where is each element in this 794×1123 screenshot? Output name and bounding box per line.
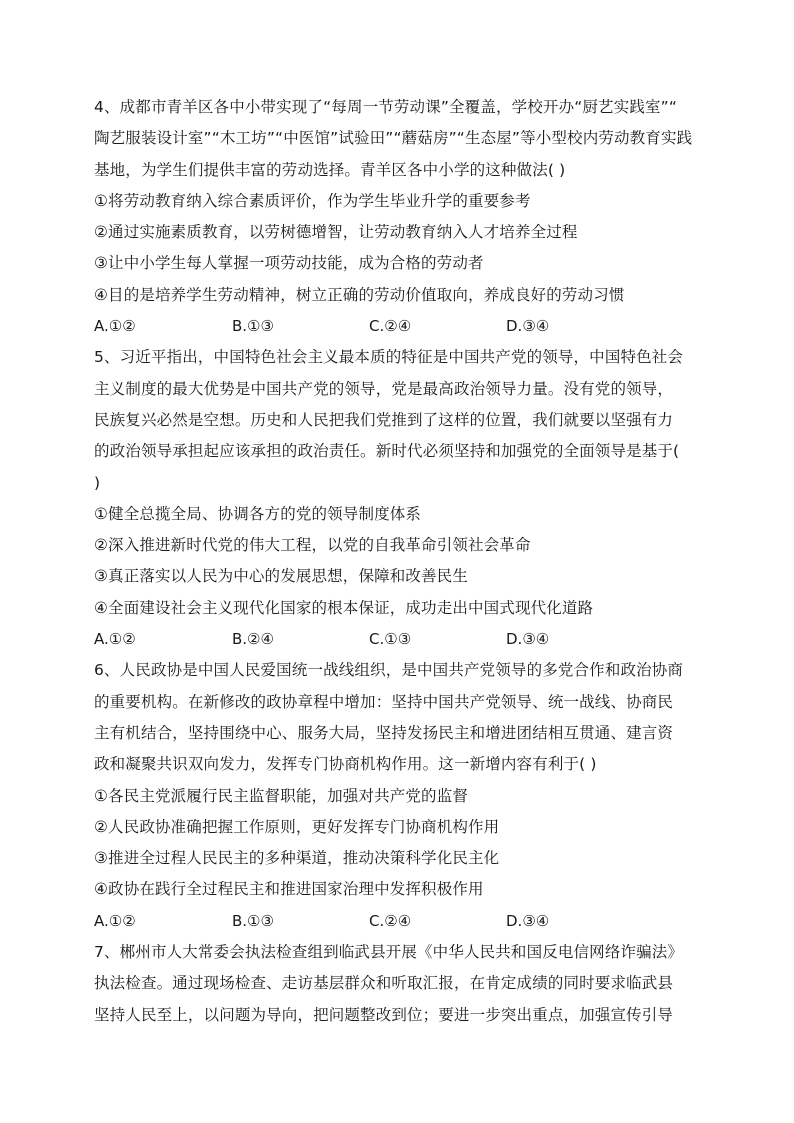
statement-item: ②人民政协准确把握工作原则，更好发挥专门协商机构作用 xyxy=(94,817,500,836)
statement-item: ②通过实施素质教育，以劳树德增智，让劳动教育纳入人才培养全过程 xyxy=(94,223,578,242)
question-stem-line: 陶艺服装设计室”“木工坊”“中医馆”试验田”“蘑菇房”“生态屋”等小型校内劳动教育实践 xyxy=(94,129,693,148)
question-5 xyxy=(94,342,704,655)
statement-item: ③推进全过程人民民主的多种渠道，推动决策科学化民主化 xyxy=(94,849,500,868)
option-a: A.①② xyxy=(94,317,136,336)
option-b: B.①③ xyxy=(232,911,274,930)
option-c: C.①③ xyxy=(369,630,412,649)
statement-item: ①将劳动教育纳入综合素质评价，作为学生毕业升学的重要参考 xyxy=(94,191,531,210)
document-page xyxy=(94,92,704,1031)
question-stem-line: 4、成都市青羊区各中小带实现了“每周一节劳动课”全覆盖，学校开办“厨艺实践室”“ xyxy=(94,98,678,116)
question-stem-line: 6、人民政协是中国人民爱国统一战线组织，是中国共产党领导的多党合作和政治协商 xyxy=(94,661,684,680)
statement-item: ①各民主党派履行民主监督职能，加强对共产党的监督 xyxy=(94,786,468,805)
answer-options xyxy=(94,906,704,937)
statement-item: ④目的是培养学生劳动精神，树立正确的劳动价值取向，养成良好的劳动习惯 xyxy=(94,285,625,304)
option-c: C.②④ xyxy=(369,317,412,336)
question-stem-line: 执法检查。通过现场检查、走访基层群众和听取汇报，在肯定成绩的同时要求临武县 xyxy=(94,974,674,993)
option-b: B.①③ xyxy=(232,317,274,336)
statement-item: ③让中小学生每人掌握一项劳动技能，成为合格的劳动者 xyxy=(94,254,484,273)
question-stem-line: 的政治领导承担起应该承担的政治责任。新时代必须坚持和加强党的全面领导是基于( xyxy=(94,442,680,461)
option-b: B.②④ xyxy=(232,630,274,649)
question-stem-line: 主义制度的最大优势是中国共产党的领导，党是最高政治领导力量。没有党的领导， xyxy=(94,379,674,398)
question-stem-line: 基地，为学生们提供丰富的劳动选择。青羊区各中小学的这种做法( ) xyxy=(94,160,566,179)
statement-item: ②深入推进新时代党的伟大工程，以党的自我革命引领社会革命 xyxy=(94,536,531,555)
question-4 xyxy=(94,92,704,342)
statement-item: ④政协在践行全过程民主和推进国家治理中发挥积极作用 xyxy=(94,880,484,899)
question-6 xyxy=(94,655,704,937)
option-d: D.③④ xyxy=(506,317,550,336)
option-a: A.①② xyxy=(94,911,136,930)
answer-options xyxy=(94,311,704,342)
question-stem-line: 坚持人民至上，以问题为导向，把问题整改到位；要进一步突出重点，加强宣传引导 xyxy=(94,1005,674,1024)
option-d: D.③④ xyxy=(506,911,550,930)
question-stem-line: 5、习近平指出，中国特色社会主义最本质的特征是中国共产党的领导，中国特色社会 xyxy=(94,348,684,367)
question-7 xyxy=(94,937,704,1031)
statement-item: ③真正落实以人民为中心的发展思想，保障和改善民生 xyxy=(94,567,468,586)
answer-options xyxy=(94,624,704,655)
option-a: A.①② xyxy=(94,630,136,649)
question-stem-line: 的重要机构。在新修改的政协章程中增加：坚持中国共产党领导、统一战线、协商民 xyxy=(94,692,674,711)
question-stem-line: ) xyxy=(94,473,101,492)
option-c: C.②④ xyxy=(369,911,412,930)
option-d: D.③④ xyxy=(506,630,550,649)
statement-item: ④全面建设社会主义现代化国家的根本保证，成功走出中国式现代化道路 xyxy=(94,598,594,617)
statement-item: ①健全总揽全局、协调各方的党的领导制度体系 xyxy=(94,504,422,523)
question-stem-line: 政和凝聚共识双向发力，发挥专门协商机构作用。这一新增内容有利于( ) xyxy=(94,755,597,774)
question-stem-line: 7、郴州市人大常委会执法检查组到临武县开展《中华人民共和国反电信网络诈骗法》 xyxy=(94,943,684,962)
question-stem-line: 民族复兴必然是空想。历史和人民把我们党推到了这样的位置，我们就要以坚强有力 xyxy=(94,410,674,429)
question-stem-line: 主有机结合，坚持围绕中心、服务大局，坚持发扬民主和增进团结相互贯通、建言资 xyxy=(94,723,674,742)
